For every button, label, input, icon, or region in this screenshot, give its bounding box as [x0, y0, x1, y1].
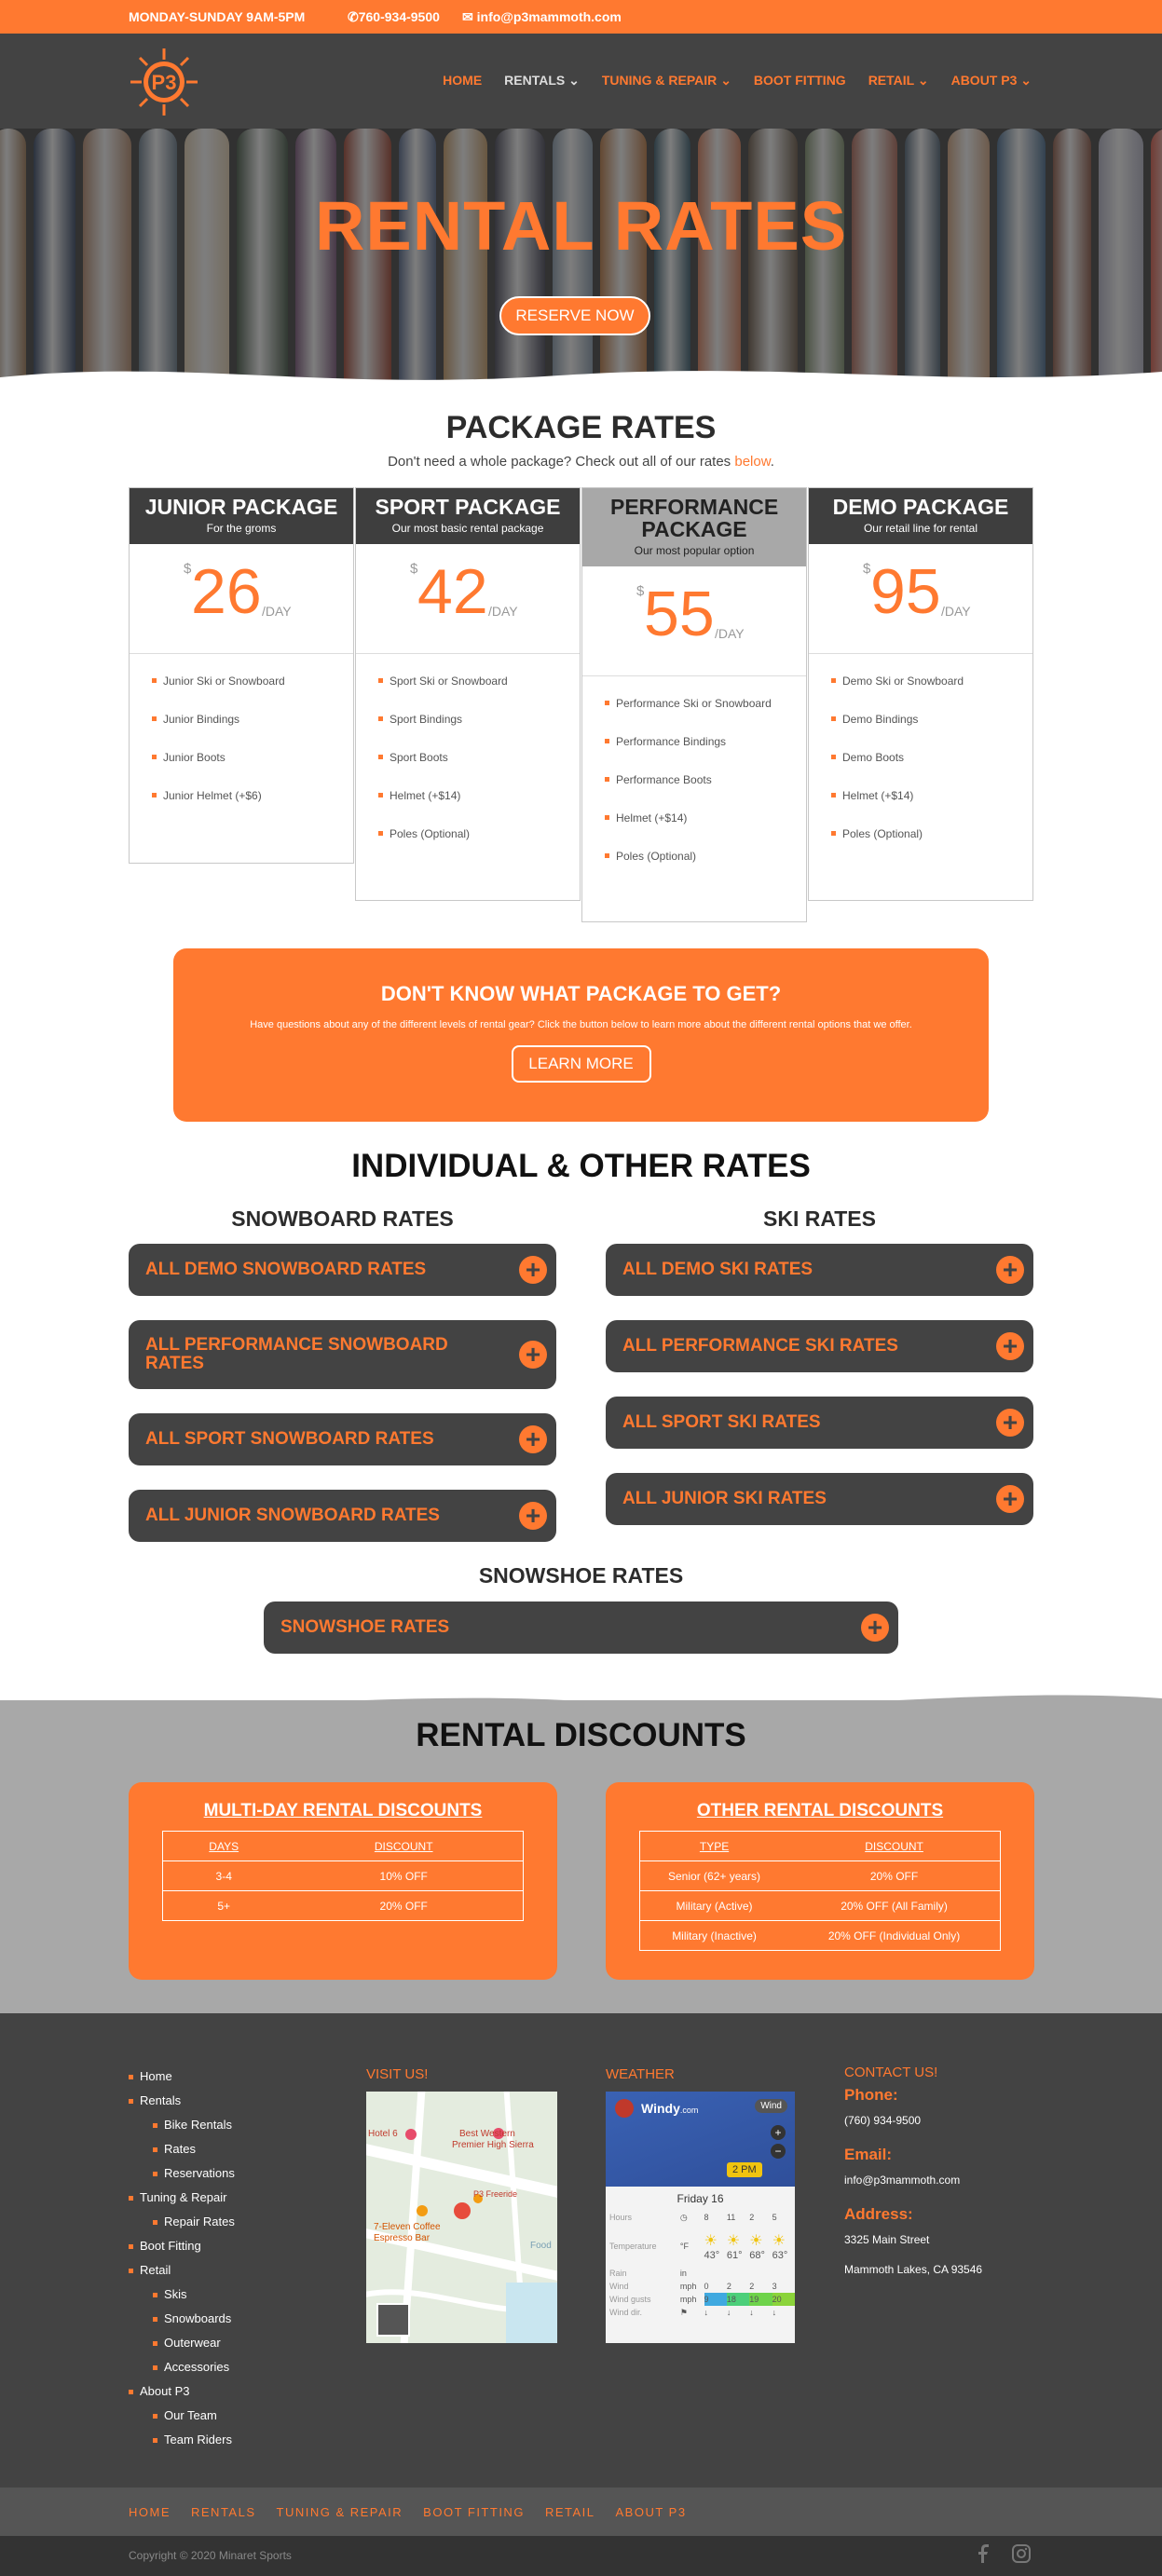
- nav-retail[interactable]: RETAIL ⌄: [868, 73, 929, 88]
- top-bar: [0, 0, 1162, 34]
- main-nav: [443, 73, 1032, 89]
- package-title: JUNIOR PACKAGE: [144, 495, 338, 519]
- contact-heading: CONTACT US!: [844, 2065, 938, 2080]
- wave-divider: [0, 1682, 1162, 1719]
- snowboard-rates-heading: SNOWBOARD RATES: [231, 1206, 454, 1231]
- contact-address-line1: 3325 Main Street: [844, 2233, 930, 2246]
- nav-rentals[interactable]: RENTALS ⌄: [504, 73, 580, 88]
- accordion-junior-snowboard[interactable]: ALL JUNIOR SNOWBOARD RATES +: [129, 1490, 556, 1542]
- package-card-performance: [581, 487, 807, 922]
- plus-icon: +: [519, 1256, 547, 1284]
- plus-icon: +: [996, 1409, 1024, 1437]
- multi-day-discounts-title: MULTI-DAY RENTAL DISCOUNTS: [203, 1801, 483, 1820]
- list-item: Poles (Optional): [605, 850, 806, 863]
- table-row: Military (Active) 20% OFF (All Family): [640, 1891, 1001, 1921]
- below-link[interactable]: below: [734, 454, 771, 470]
- other-discounts-card: [606, 1782, 1034, 1980]
- footer-link-bike-rentals[interactable]: Bike Rentals: [153, 2113, 235, 2137]
- time-marker: 2 PM: [727, 2162, 762, 2177]
- nav-about[interactable]: ABOUT P3 ⌄: [950, 73, 1032, 88]
- hero-banner: [0, 129, 1162, 380]
- list-item: Demo Boots: [831, 751, 1032, 764]
- plus-icon: +: [996, 1332, 1024, 1360]
- cta-title: DON'T KNOW WHAT PACKAGE TO GET?: [380, 982, 782, 1005]
- contact-email[interactable]: info@p3mammoth.com: [844, 2174, 961, 2187]
- footer-link-home[interactable]: Home: [129, 2065, 235, 2089]
- multi-day-discounts-card: [129, 1782, 557, 1980]
- plus-icon: +: [861, 1614, 889, 1642]
- map-label: Espresso Bar: [374, 2233, 431, 2243]
- chevron-down-icon: ⌄: [1020, 73, 1032, 88]
- list-item: Helmet (+$14): [831, 789, 1032, 802]
- site-header: [0, 34, 1162, 129]
- package-tagline: For the groms: [206, 522, 277, 535]
- package-help-cta: [173, 948, 989, 1122]
- list-item: Helmet (+$14): [378, 789, 580, 802]
- list-item: Junior Boots: [152, 751, 353, 764]
- accordion-sport-ski[interactable]: ALL SPORT SKI RATES +: [606, 1397, 1033, 1449]
- ski-rates-heading: SKI RATES: [763, 1206, 876, 1231]
- phone-icon: ✆: [348, 9, 359, 24]
- business-hours: MONDAY-SUNDAY 9AM-5PM: [129, 9, 306, 24]
- windy-logo-icon: [615, 2099, 634, 2118]
- list-item: Sport Boots: [378, 751, 580, 764]
- package-header: [130, 488, 353, 544]
- learn-more-button[interactable]: LEARN MORE: [512, 1045, 651, 1083]
- footer-link-reservations[interactable]: Reservations: [153, 2161, 235, 2186]
- list-item: Poles (Optional): [831, 827, 1032, 840]
- plus-icon: +: [996, 1485, 1024, 1513]
- table-row: 5+ 20% OFF: [163, 1891, 524, 1921]
- package-features: [582, 676, 806, 863]
- reserve-now-button[interactable]: RESERVE NOW: [499, 296, 650, 335]
- footer-link-our-team[interactable]: Our Team: [153, 2404, 235, 2428]
- footer-link-snowboards[interactable]: Snowboards: [153, 2307, 235, 2331]
- sun-icon: ☀: [749, 2233, 763, 2249]
- map-label: Best Western: [459, 2129, 515, 2139]
- footer-link-tuning-repair[interactable]: Tuning & Repair: [129, 2186, 235, 2210]
- other-discounts-table: TYPE DISCOUNT Senior (62+ years) 20% OFF Military (Active) 20% OFF (All Family) Military (Inactive) 20% OFF (Individual Only): [639, 1831, 1001, 1951]
- list-item: Helmet (+$14): [605, 811, 806, 825]
- wind-map: [606, 2092, 795, 2187]
- price-amount: 26: [191, 556, 262, 627]
- price-amount: 42: [417, 556, 488, 627]
- list-item: Junior Bindings: [152, 713, 353, 726]
- footer-link-skis[interactable]: Skis: [153, 2283, 235, 2307]
- windy-brand: Windy.com: [641, 2101, 699, 2116]
- package-tagline: Our most basic rental package: [391, 522, 544, 535]
- list-item: Sport Bindings: [378, 713, 580, 726]
- table-row: 3-4 10% OFF: [163, 1861, 524, 1891]
- bottom-nav-home[interactable]: HOME: [129, 2505, 171, 2519]
- footer-link-outerwear[interactable]: Outerwear: [153, 2331, 235, 2355]
- sun-icon: ☀: [726, 2233, 741, 2249]
- chevron-down-icon: ⌄: [720, 73, 731, 88]
- package-features: [809, 654, 1032, 840]
- plus-icon: +: [519, 1502, 547, 1530]
- wave-divider: [0, 359, 1162, 396]
- footer-link-about[interactable]: About P3: [129, 2379, 235, 2404]
- package-title: DEMO PACKAGE: [832, 495, 1009, 519]
- svg-text:P3: P3: [151, 71, 177, 94]
- footer-link-repair-rates[interactable]: Repair Rates: [153, 2210, 235, 2234]
- table-row: Military (Inactive) 20% OFF (Individual Only): [640, 1921, 1001, 1951]
- bottom-nav-about[interactable]: ABOUT P3: [615, 2505, 687, 2519]
- p3-logo-icon[interactable]: [129, 47, 199, 117]
- chevron-down-icon: ⌄: [917, 73, 929, 88]
- individual-rates-title: INDIVIDUAL & OTHER RATES: [351, 1148, 811, 1184]
- topbar-email[interactable]: ✉ info@p3mammoth.com: [462, 9, 622, 24]
- price-amount: 55: [644, 579, 715, 649]
- bottom-nav: [0, 2487, 1162, 2536]
- list-item: Junior Ski or Snowboard: [152, 675, 353, 688]
- map-image: [366, 2092, 557, 2343]
- package-price: $ 95 /DAY: [809, 544, 1032, 654]
- list-item: Demo Ski or Snowboard: [831, 675, 1032, 688]
- bottom-nav-tuning-repair[interactable]: TUNING & REPAIR: [276, 2505, 403, 2519]
- contact-phone[interactable]: (760) 934-9500: [844, 2114, 922, 2127]
- footer-link-retail[interactable]: Retail: [129, 2258, 235, 2283]
- social-links: [974, 2543, 1032, 2564]
- package-rates-subtitle: Don't need a whole package? Check out all of our rates below.: [388, 454, 774, 470]
- chevron-down-icon: ⌄: [568, 73, 580, 88]
- accordion-junior-ski[interactable]: ALL JUNIOR SKI RATES +: [606, 1473, 1033, 1525]
- bottom-nav-retail[interactable]: RETAIL: [544, 2505, 595, 2519]
- email-icon: ✉: [462, 9, 477, 24]
- bottom-nav-rentals[interactable]: RENTALS: [191, 2505, 256, 2519]
- sun-icon: ☀: [704, 2233, 718, 2249]
- plus-icon: +: [519, 1341, 547, 1369]
- forecast-table: Hours ◷ 8 11 2 5 Temperature °F ☀ 43° ☀ 61° ☀ 68° ☀ 63° Rain in Wind mph 0 2 2 3 Wind gusts mph 9 18 19 20 Wind dir. ⚑ ↓ ↓ ↓ ↓: [606, 2209, 795, 2319]
- list-item: Poles (Optional): [378, 827, 580, 840]
- footer-link-accessories[interactable]: Accessories: [153, 2355, 235, 2379]
- list-item: Performance Bindings: [605, 735, 806, 748]
- list-item: Demo Bindings: [831, 713, 1032, 726]
- map-label: Food: [530, 2241, 552, 2251]
- visit-us-heading: VISIT US!: [366, 2066, 429, 2082]
- package-header: [582, 488, 806, 566]
- forecast-day: Friday 16: [677, 2192, 724, 2205]
- footer-link-rentals[interactable]: Rentals: [129, 2089, 235, 2113]
- footer-nav: [129, 2065, 235, 2452]
- weather-heading: WEATHER: [606, 2066, 675, 2082]
- map-label: P3 Freeride: [473, 2189, 518, 2199]
- facebook-icon[interactable]: [974, 2543, 994, 2564]
- zoom-out-button[interactable]: −: [771, 2144, 786, 2159]
- contact-block: CONTACT US! Phone: (760) 934-9500 Email: info@p3mammoth.com Address: 3325 Main Street Mammoth Lakes, CA 93546: [844, 2065, 983, 2276]
- accordion-demo-ski[interactable]: ALL DEMO SKI RATES +: [606, 1244, 1033, 1296]
- nav-tuning-repair[interactable]: TUNING & REPAIR ⌄: [601, 73, 731, 88]
- accordion-snowshoe[interactable]: SNOWSHOE RATES +: [264, 1601, 898, 1654]
- table-row: Senior (62+ years) 20% OFF: [640, 1861, 1001, 1891]
- list-item: Sport Ski or Snowboard: [378, 675, 580, 688]
- map-label: Premier High Sierra: [452, 2140, 534, 2150]
- package-title: PERFORMANCE PACKAGE: [610, 495, 779, 541]
- footer-link-boot-fitting[interactable]: Boot Fitting: [129, 2234, 235, 2258]
- nav-boot-fitting[interactable]: BOOT FITTING: [753, 73, 846, 88]
- footer-link-rates[interactable]: Rates: [153, 2137, 235, 2161]
- topbar-phone[interactable]: ✆760-934-9500: [348, 9, 440, 24]
- copyright: Copyright © 2020 Minaret Sports: [129, 2549, 292, 2562]
- instagram-icon[interactable]: [1011, 2543, 1032, 2564]
- package-features: [130, 654, 353, 802]
- location-map[interactable]: [366, 2092, 557, 2343]
- price-amount: 95: [870, 556, 941, 627]
- list-item: Performance Boots: [605, 773, 806, 786]
- nav-home[interactable]: HOME: [443, 73, 483, 88]
- package-card-sport: [355, 487, 581, 901]
- package-features: [356, 654, 580, 840]
- other-discounts-title: OTHER RENTAL DISCOUNTS: [696, 1801, 944, 1820]
- package-price: $ 55 /DAY: [582, 566, 806, 676]
- rental-discounts-title: RENTAL DISCOUNTS: [416, 1717, 746, 1753]
- list-item: Junior Helmet (+$6): [152, 789, 353, 802]
- snowshoe-rates-heading: SNOWSHOE RATES: [478, 1563, 684, 1588]
- package-price: $ 26 /DAY: [130, 544, 353, 654]
- map-label: Hotel 6: [368, 2129, 398, 2139]
- cta-text: Have questions about any of the different levels of rental gear? Click the button below to learn more about the different rental options that we offer.: [250, 1019, 912, 1030]
- accordion-performance-ski[interactable]: ALL PERFORMANCE SKI RATES +: [606, 1320, 1033, 1372]
- sun-icon: ☀: [772, 2233, 786, 2249]
- package-title: SPORT PACKAGE: [375, 495, 561, 519]
- package-tagline: Our most popular option: [634, 544, 755, 557]
- map-label: 7-Eleven Coffee: [374, 2222, 441, 2232]
- footer-link-team-riders[interactable]: Team Riders: [153, 2428, 235, 2452]
- package-tagline: Our retail line for rental: [863, 522, 978, 535]
- list-item: Performance Ski or Snowboard: [605, 697, 806, 710]
- multi-day-discounts-table: DAYS DISCOUNT 3-4 10% OFF 5+ 20% OFF: [162, 1831, 524, 1921]
- wind-layer-button[interactable]: Wind: [755, 2099, 787, 2113]
- accordion-demo-snowboard[interactable]: ALL DEMO SNOWBOARD RATES +: [129, 1244, 556, 1296]
- package-header: [809, 488, 1032, 544]
- weather-widget[interactable]: [606, 2092, 795, 2343]
- zoom-in-button[interactable]: +: [771, 2125, 786, 2140]
- accordion-performance-snowboard[interactable]: ALL PERFORMANCE SNOWBOARD RATES +: [129, 1320, 556, 1389]
- package-card-demo: [808, 487, 1033, 901]
- package-card-junior: [129, 487, 354, 864]
- package-price: $ 42 /DAY: [356, 544, 580, 654]
- bottom-nav-boot-fitting[interactable]: BOOT FITTING: [423, 2505, 525, 2519]
- page-title: RENTAL RATES: [314, 187, 848, 265]
- plus-icon: +: [996, 1256, 1024, 1284]
- contact-address-line2: Mammoth Lakes, CA 93546: [844, 2263, 983, 2276]
- plus-icon: +: [519, 1425, 547, 1453]
- package-header: [356, 488, 580, 544]
- package-rates-title: PACKAGE RATES: [445, 410, 717, 445]
- accordion-sport-snowboard[interactable]: ALL SPORT SNOWBOARD RATES +: [129, 1413, 556, 1465]
